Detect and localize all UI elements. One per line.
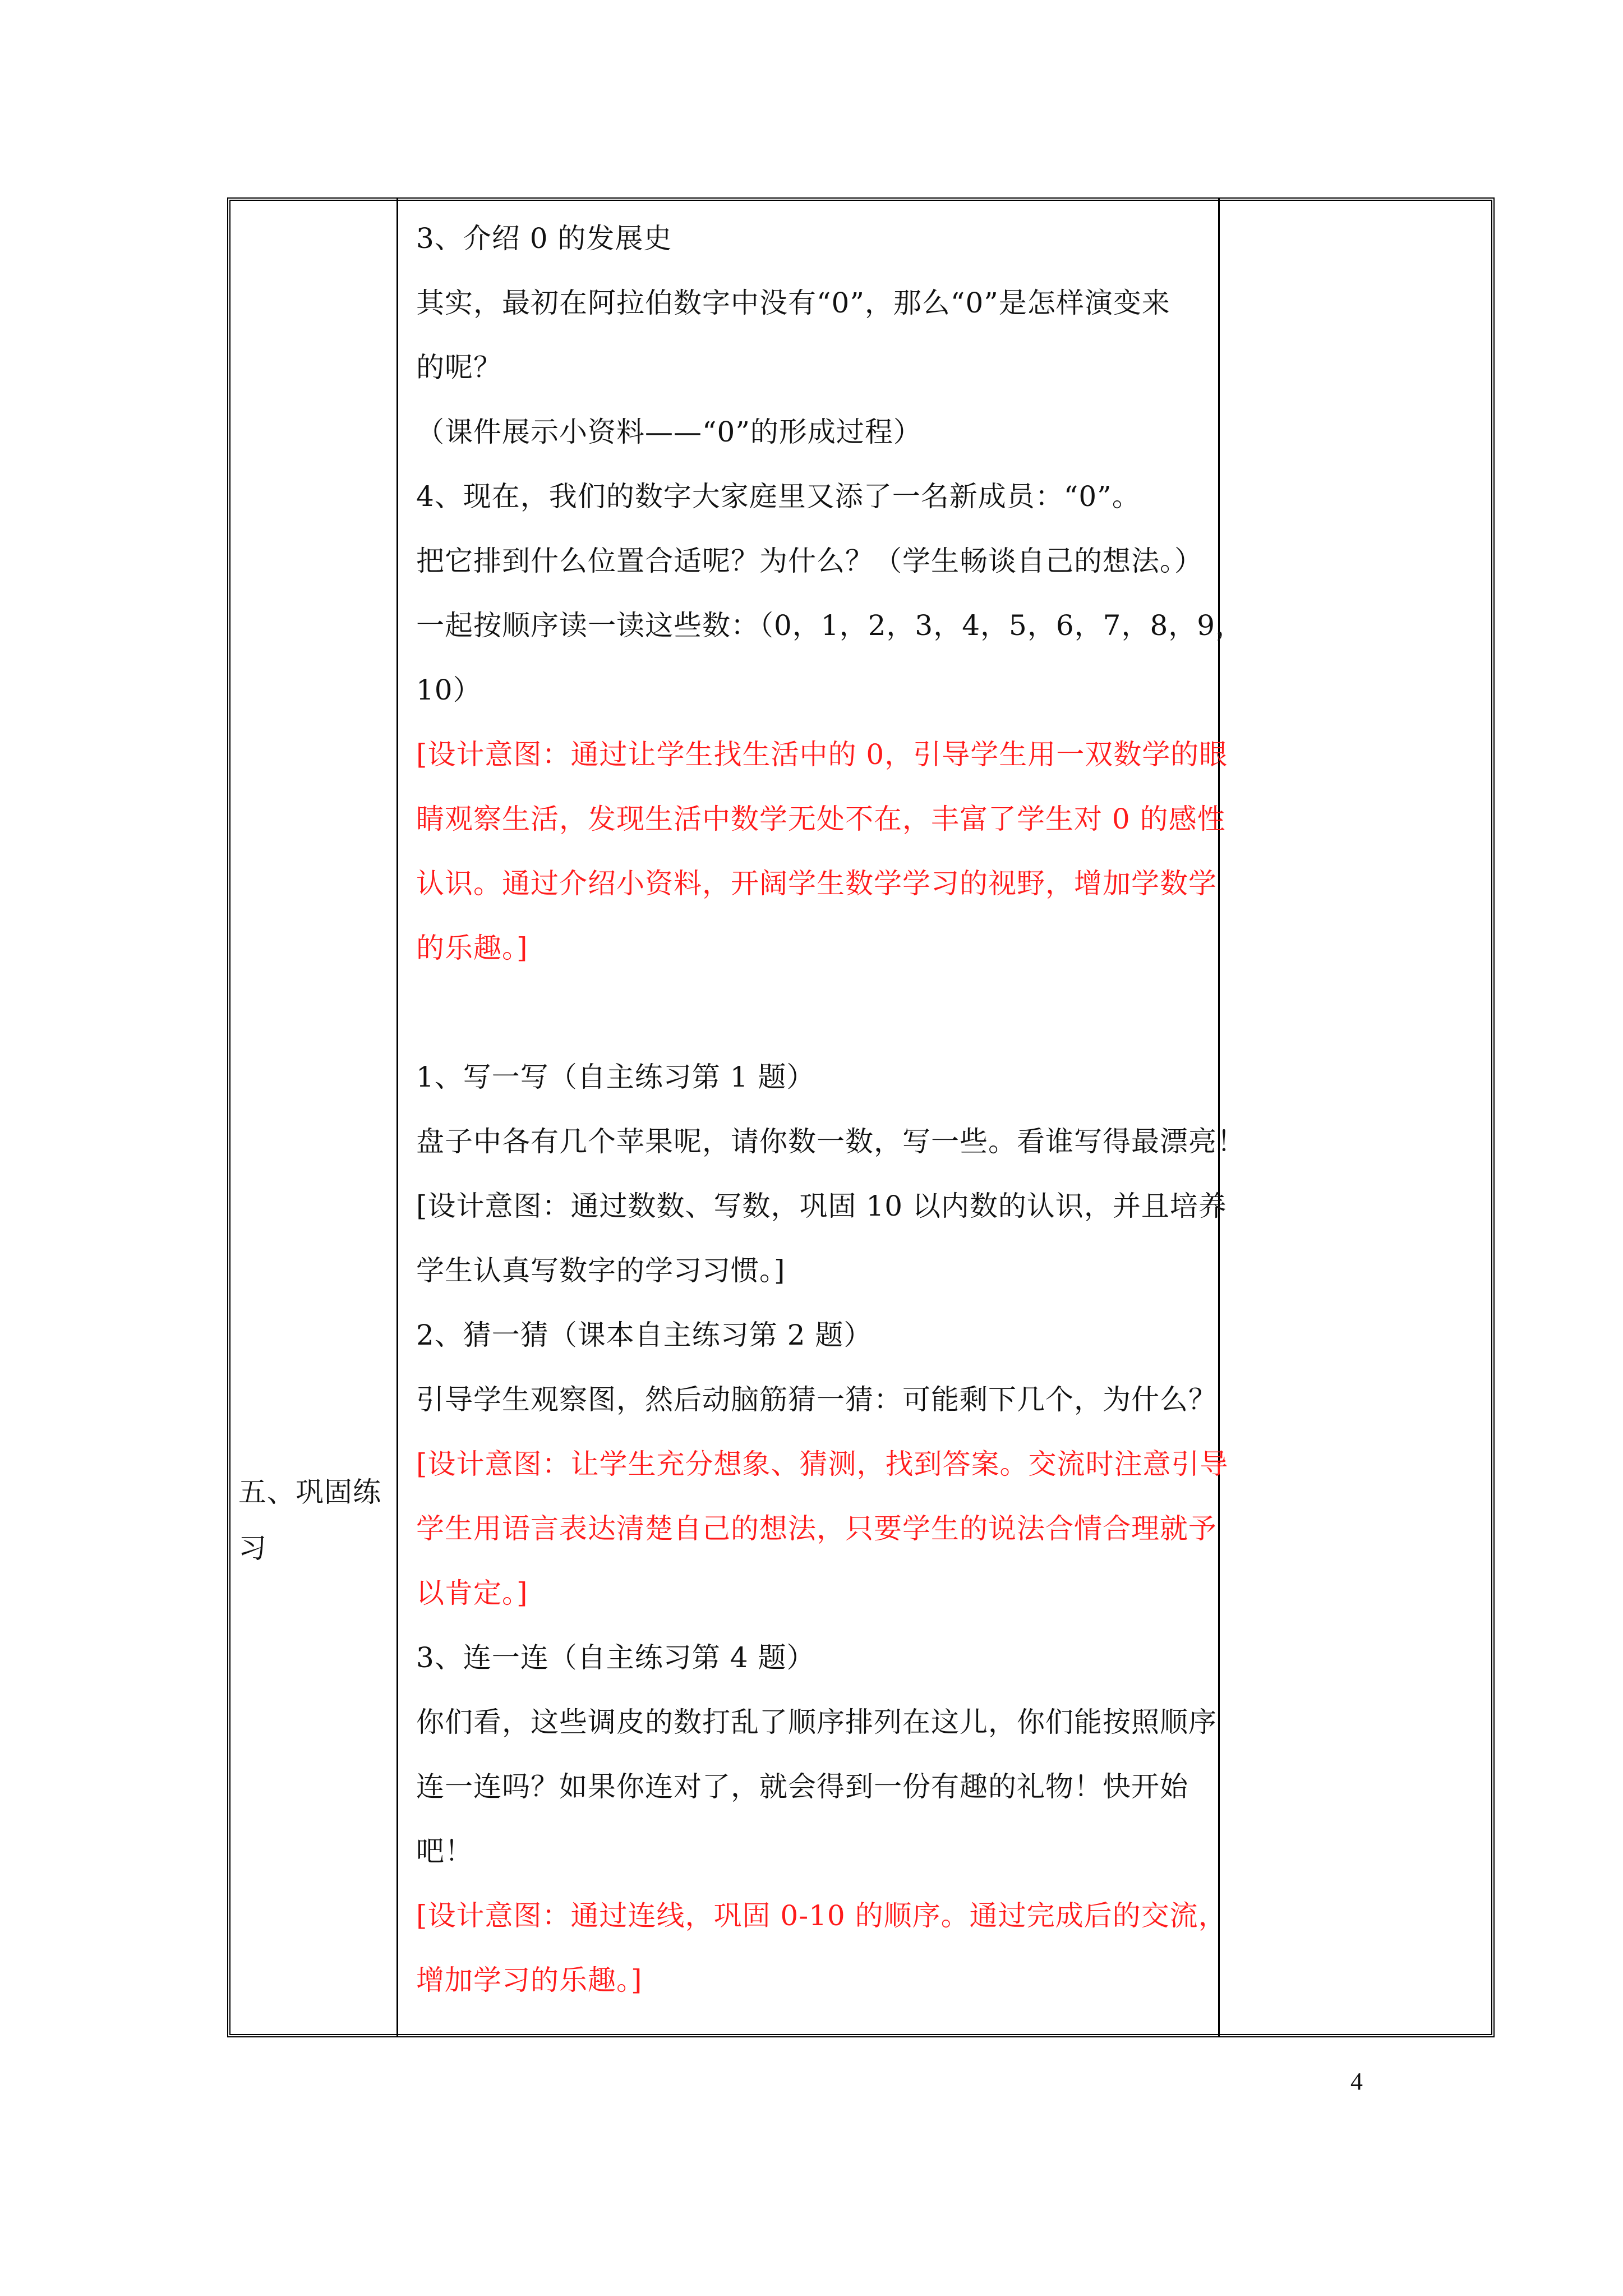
page-number: 4 [1350, 2068, 1363, 2095]
design-intent-line: 的乐趣。] [416, 932, 528, 964]
content-line: 把它排到什么位置合适呢？为什么？（学生畅谈自己的想法。） [416, 545, 1203, 577]
design-intent-line: 认识。通过介绍小资料，开阔学生数学学习的视野，增加学数学 [416, 867, 1217, 900]
content-line: 一起按顺序读一读这些数：（0，1，2，3，4，5，6，7，8，9， [416, 609, 1244, 642]
section-label-line: 五、巩固练 [238, 1476, 381, 1508]
column-divider-1 [396, 197, 398, 2037]
design-intent-line: [设计意图：通过连线，巩固 0-10 的顺序。通过完成后的交流， [416, 1899, 1227, 1932]
design-intent-line: 增加学习的乐趣。] [416, 1964, 643, 1996]
section-label-line: 习 [238, 1532, 267, 1565]
lower-content [416, 1045, 1246, 2013]
content-line: 其实，最初在阿拉伯数字中没有“0”，那么“0”是怎样演变来 [416, 287, 1170, 319]
paragraph-gap [416, 981, 1224, 1045]
design-intent-line: 以肯定。] [416, 1577, 528, 1609]
design-intent-line: [设计意图：通过让学生找生活中的 0，引导学生用一双数学的眼 [416, 738, 1228, 771]
upper-content [416, 206, 1244, 981]
design-intent-line: [设计意图：让学生充分想象、猜测，找到答案。交流时注意引导 [416, 1448, 1229, 1480]
content-line: 连一连吗？如果你连对了，就会得到一份有趣的礼物！快开始 [416, 1770, 1188, 1803]
content-line: 2、猜一猜（课本自主练习第 2 题） [416, 1319, 873, 1351]
content-line: 的呢？ [416, 351, 502, 384]
content-line: 学生认真写数字的学习习惯。] [416, 1254, 786, 1287]
content-line: [设计意图：通过数数、写数，巩固 10 以内数的认识，并且培养 [416, 1190, 1227, 1222]
content-line: （课件展示小资料——“0”的形成过程） [416, 416, 922, 448]
content-line: 你们看，这些调皮的数打乱了顺序排列在这儿，你们能按照顺序 [416, 1706, 1217, 1738]
content-line: 4、现在，我们的数字大家庭里又添了一名新成员：“0”。 [416, 480, 1141, 513]
content-line: 3、介绍 0 的发展史 [416, 222, 672, 255]
content-line: 3、连一连（自主练习第 4 题） [416, 1641, 815, 1674]
content-line: 吧！ [416, 1835, 473, 1867]
content-line: 引导学生观察图，然后动脑筋猜一猜：可能剩下几个，为什么？ [416, 1383, 1217, 1416]
design-intent-line: 睛观察生活，发现生活中数学无处不在，丰富了学生对 0 的感性 [416, 803, 1226, 835]
content-line: 10） [416, 674, 482, 706]
design-intent-line: 学生用语言表达清楚自己的想法，只要学生的说法合情合理就予 [416, 1512, 1217, 1545]
lesson-content-cell [416, 206, 1246, 2013]
content-line: 盘子中各有几个苹果呢，请你数一数，写一些。看谁写得最漂亮！ [416, 1125, 1246, 1158]
content-line: 1、写一写（自主练习第 1 题） [416, 1061, 815, 1093]
section-label [238, 1464, 395, 1576]
